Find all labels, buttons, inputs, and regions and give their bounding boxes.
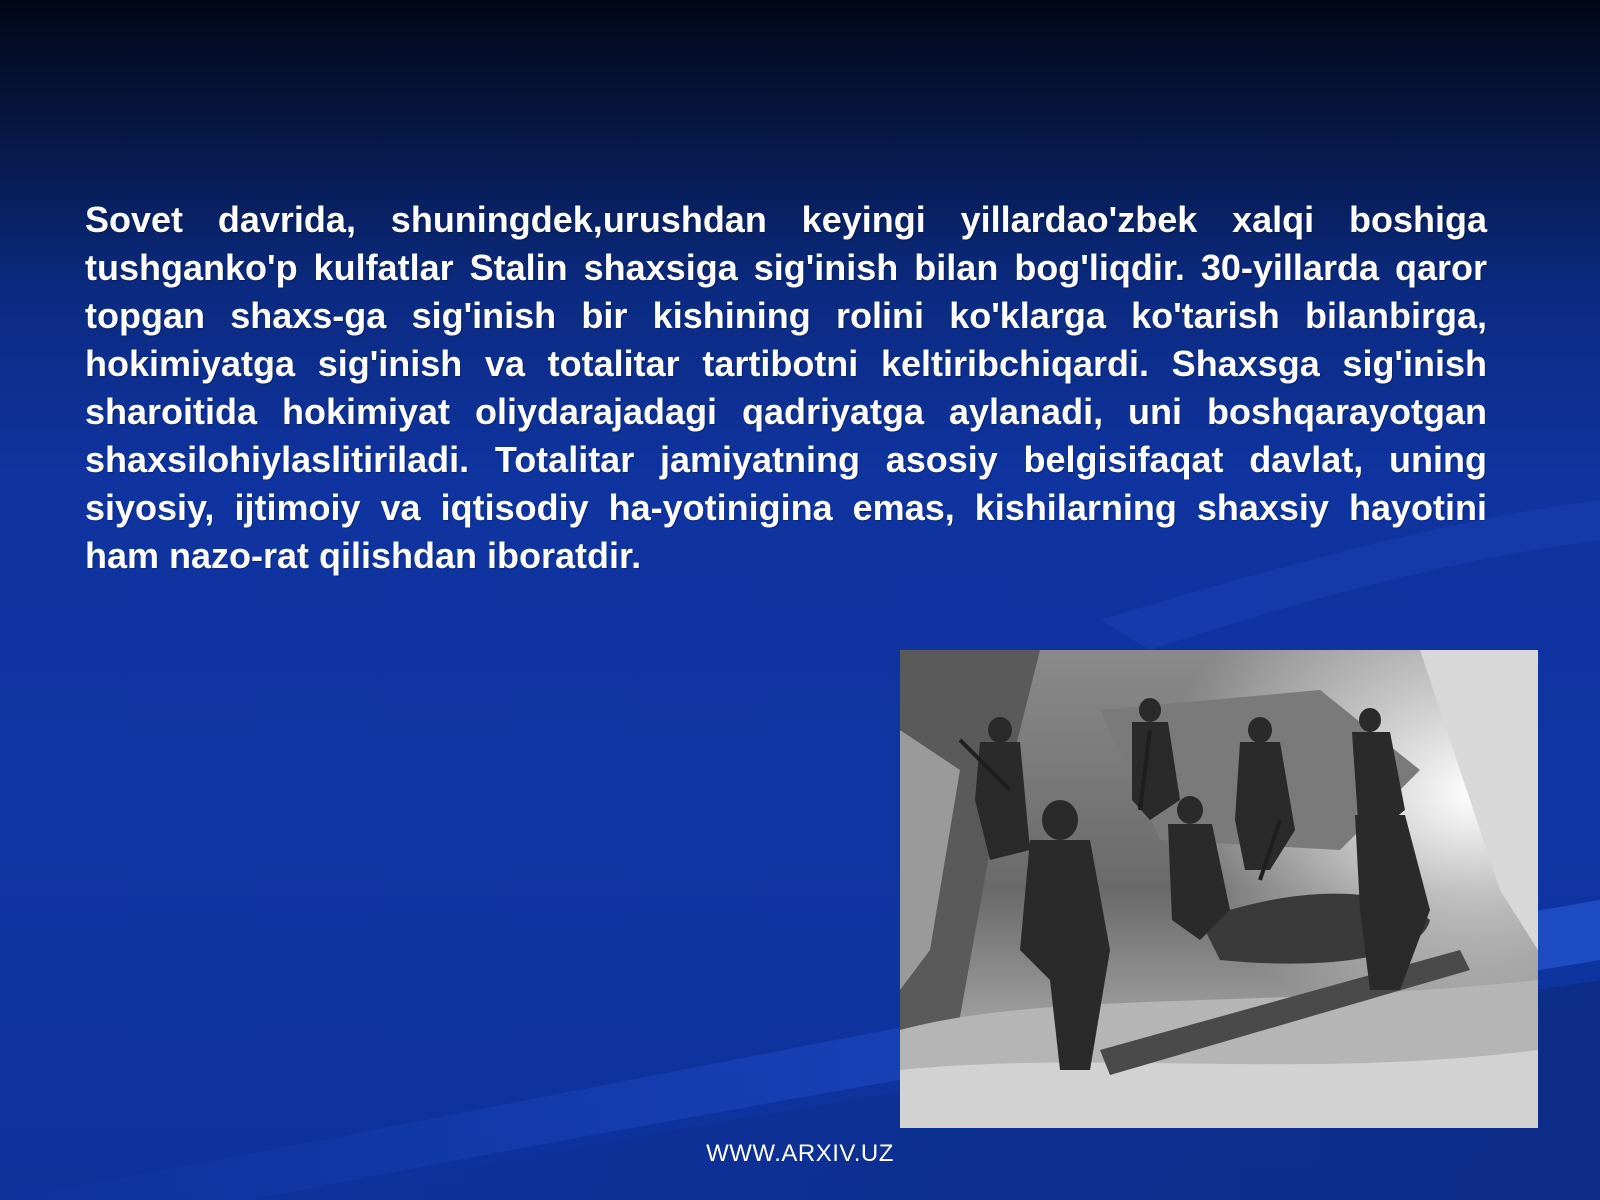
footer-website[interactable]: WWW.ARXIV.UZ <box>706 1140 894 1167</box>
historical-photo <box>900 650 1538 1128</box>
slide-paragraph: Sovet davrida, shuningdek,urushdan keyingi yillardao'zbek xalqi boshiga tushganko'p kulfatlar Stalin shaxsiga sig'inish bilan bog'liqdir. 30-yillarda qaror topgan shaxs-ga sig'inish bir kishining rolini ko'klarga ko'tarish bilanbirga, hokimiyatga sig'inish va totalitar tartibotni keltiribchiqardi. Shaxsga sig'inish sharoitida hokimiyat oliydarajadagi qadriyatga aylanadi, uni boshqarayotgan shaxsilohiylaslitiriladi. Totalitar jamiyatning asosiy belgisifaqat davlat, uning siyosiy, ijtimoiy va iqtisodiy ha-yotinigina emas, kishilarning shaxsiy hayotini ham nazo-rat qilishdan iboratdir. <box>85 199 1487 576</box>
